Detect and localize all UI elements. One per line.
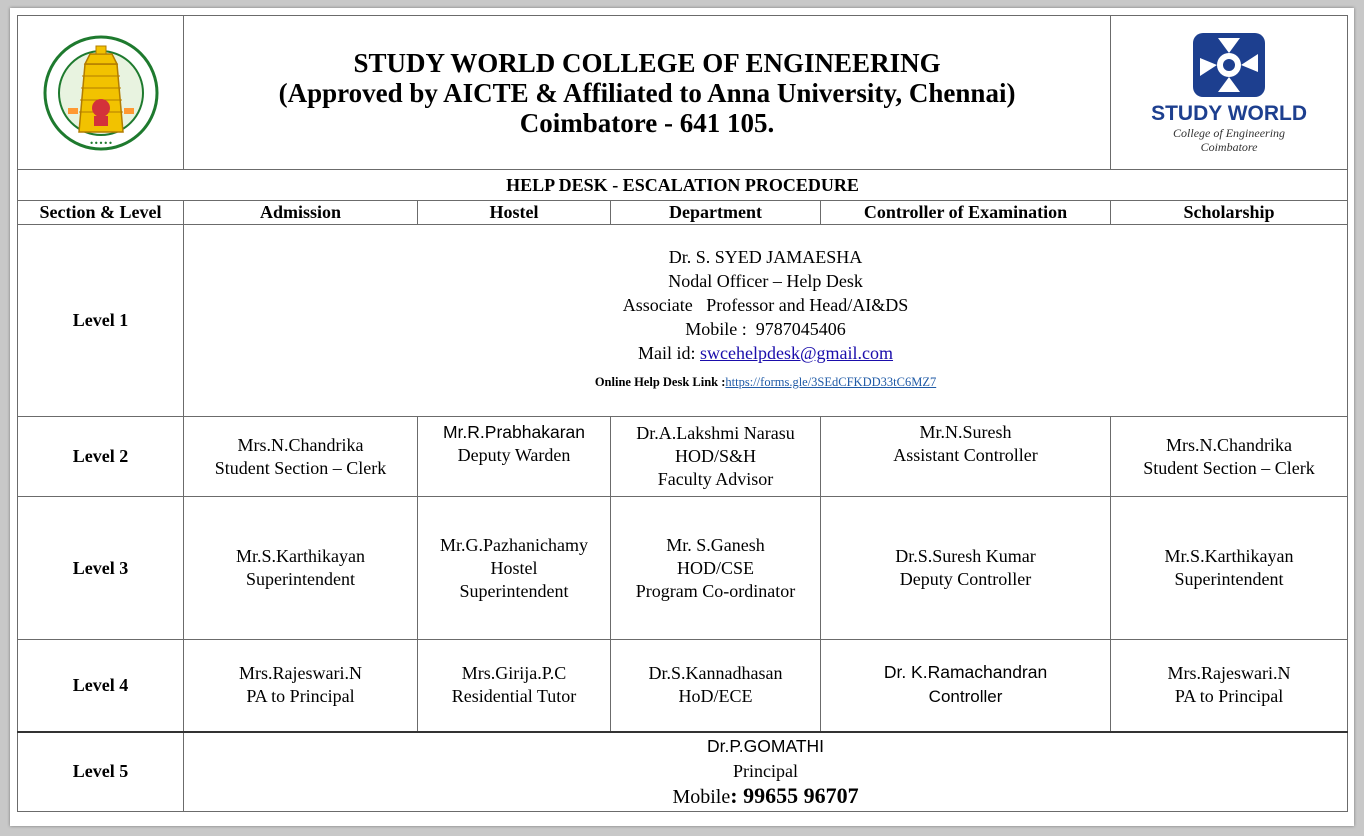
contact-name: Mr.R.Prabhakaran	[442, 422, 585, 442]
level-1-designation: Associate Professor and Head/AI&DS	[622, 294, 909, 315]
col-header-hostel: Hostel	[418, 201, 611, 225]
level-1-label: Level 1	[18, 225, 184, 417]
level-4-hostel	[418, 640, 611, 732]
level-5-label: Level 5	[18, 732, 184, 812]
contact-role: HoD/ECE	[678, 686, 753, 707]
level-4-department	[611, 640, 821, 732]
contact-name: Mr.S.Karthikayan	[236, 546, 365, 566]
contact-name: Mrs.N.Chandrika	[1166, 434, 1293, 455]
level-2-hostel	[418, 417, 611, 497]
level-4-row	[18, 640, 1348, 732]
tamilnadu-emblem-icon	[42, 34, 160, 152]
contact-role: Residential Tutor	[451, 686, 577, 707]
contact-name: Dr.A.Lakshmi Narasu	[636, 423, 795, 443]
level-1-mail-line	[184, 341, 1347, 365]
contact-name: Mrs.N.Chandrika	[237, 434, 364, 455]
right-logo-cell	[1111, 16, 1348, 170]
level-1-contact	[184, 225, 1348, 417]
contact-name: Mrs.Rajeswari.N	[239, 663, 362, 684]
level-3-label: Level 3	[18, 497, 184, 640]
level-5-contact	[184, 732, 1348, 812]
contact-name: Mrs.Girija.P.C	[461, 663, 567, 684]
level-5-name: Dr.P.GOMATHI	[707, 736, 825, 757]
level-4-label: Level 4	[18, 640, 184, 732]
level-3-admission	[184, 497, 418, 640]
level-1-role: Nodal Officer – Help Desk	[668, 270, 863, 291]
level-2-department	[611, 417, 821, 497]
contact-name: Mr. S.Ganesh	[666, 534, 765, 555]
college-address: Coimbatore - 641 105.	[519, 107, 775, 138]
procedure-title-row	[18, 170, 1348, 201]
level-2-row	[18, 417, 1348, 497]
level-3-hostel	[418, 497, 611, 640]
level-3-row	[18, 497, 1348, 640]
level-1-row	[18, 225, 1348, 417]
level-2-label: Level 2	[18, 417, 184, 497]
contact-role-2: Program Co-ordinator	[635, 580, 796, 601]
mail-label: Mail id:	[638, 342, 700, 363]
procedure-title: HELP DESK - ESCALATION PROCEDURE	[18, 170, 1348, 201]
col-header-section-level: Section & Level	[18, 201, 184, 225]
level-3-controller	[821, 497, 1111, 640]
level-1-name: Dr. S. SYED JAMAESHA	[668, 246, 863, 267]
level-5-mobile-line	[184, 784, 1347, 809]
contact-role: Superintendent	[246, 569, 355, 589]
contact-name: Mr.N.Suresh	[919, 422, 1012, 442]
level-2-scholarship	[1111, 417, 1348, 497]
college-heading-cell	[184, 16, 1111, 170]
helpdesk-link[interactable]: https://forms.gle/3SEdCFKDD33tC6MZ7	[725, 374, 937, 389]
helpdesk-link-label: Online Help Desk Link :	[594, 374, 726, 389]
contact-role: Superintendent	[1174, 569, 1284, 589]
contact-role: Controller	[928, 686, 1003, 706]
level-5-role: Principal	[733, 761, 799, 782]
study-world-logo-icon	[1192, 32, 1266, 98]
mail-link[interactable]: swcehelpdesk@gmail.com	[700, 342, 894, 363]
approval-line: (Approved by AICTE & Affiliated to Anna University, Chennai)	[278, 77, 1016, 108]
contact-name: Dr.S.Kannadhasan	[648, 663, 783, 684]
contact-name: Mr.S.Karthikayan	[1164, 546, 1294, 566]
level-1-mobile: Mobile : 9787045406	[685, 318, 846, 339]
contact-role: Deputy Warden	[457, 445, 571, 465]
mobile-label: Mobile	[672, 786, 731, 809]
level-4-admission	[184, 640, 418, 732]
contact-name: Mrs.Rajeswari.N	[1167, 663, 1291, 684]
logo-brand-text: STUDY WORLD	[1151, 101, 1308, 125]
col-header-scholarship: Scholarship	[1111, 201, 1348, 225]
left-emblem-cell	[18, 16, 184, 170]
col-header-department: Department	[611, 201, 821, 225]
level-5-row	[18, 732, 1348, 812]
level-4-scholarship	[1111, 640, 1348, 732]
contact-role: Student Section – Clerk	[1143, 457, 1315, 478]
contact-role: Assistant Controller	[893, 445, 1038, 465]
level-3-department	[611, 497, 821, 640]
level-2-controller	[821, 417, 1111, 497]
college-name: STUDY WORLD COLLEGE OF ENGINEERING	[353, 47, 941, 78]
col-header-admission: Admission	[184, 201, 418, 225]
contact-role: Deputy Controller	[899, 569, 1032, 589]
level-3-scholarship	[1111, 497, 1348, 640]
mobile-number: : 99655 96707	[730, 783, 859, 809]
contact-role-2: Superintendent	[459, 580, 569, 601]
level-2-admission	[184, 417, 418, 497]
logo-subtitle-1: College of Engineering	[1173, 125, 1286, 140]
col-header-controller: Controller of Examination	[821, 201, 1111, 225]
contact-name: Dr. K.Ramachandran	[883, 661, 1048, 682]
contact-name: Dr.S.Suresh Kumar	[895, 546, 1036, 566]
contact-role-2: Faculty Advisor	[657, 469, 774, 489]
contact-role: PA to Principal	[246, 686, 355, 707]
contact-role: Student Section – Clerk	[214, 457, 387, 478]
level-1-helpdesk-line	[184, 365, 1347, 397]
contact-name: Mr.G.Pazhanichamy	[440, 534, 588, 555]
contact-role: PA to Principal	[1174, 686, 1284, 707]
contact-role: Hostel	[490, 557, 538, 578]
contact-role: HOD/CSE	[676, 557, 754, 578]
contact-role: HOD/S&H	[674, 446, 756, 466]
logo-subtitle-2: Coimbatore	[1200, 139, 1258, 154]
document-page	[10, 8, 1354, 826]
header-row	[18, 16, 1348, 170]
column-header-row	[18, 201, 1348, 225]
escalation-table	[17, 15, 1348, 812]
svg-text:•••••: •••••	[88, 138, 113, 148]
level-4-controller	[821, 640, 1111, 732]
